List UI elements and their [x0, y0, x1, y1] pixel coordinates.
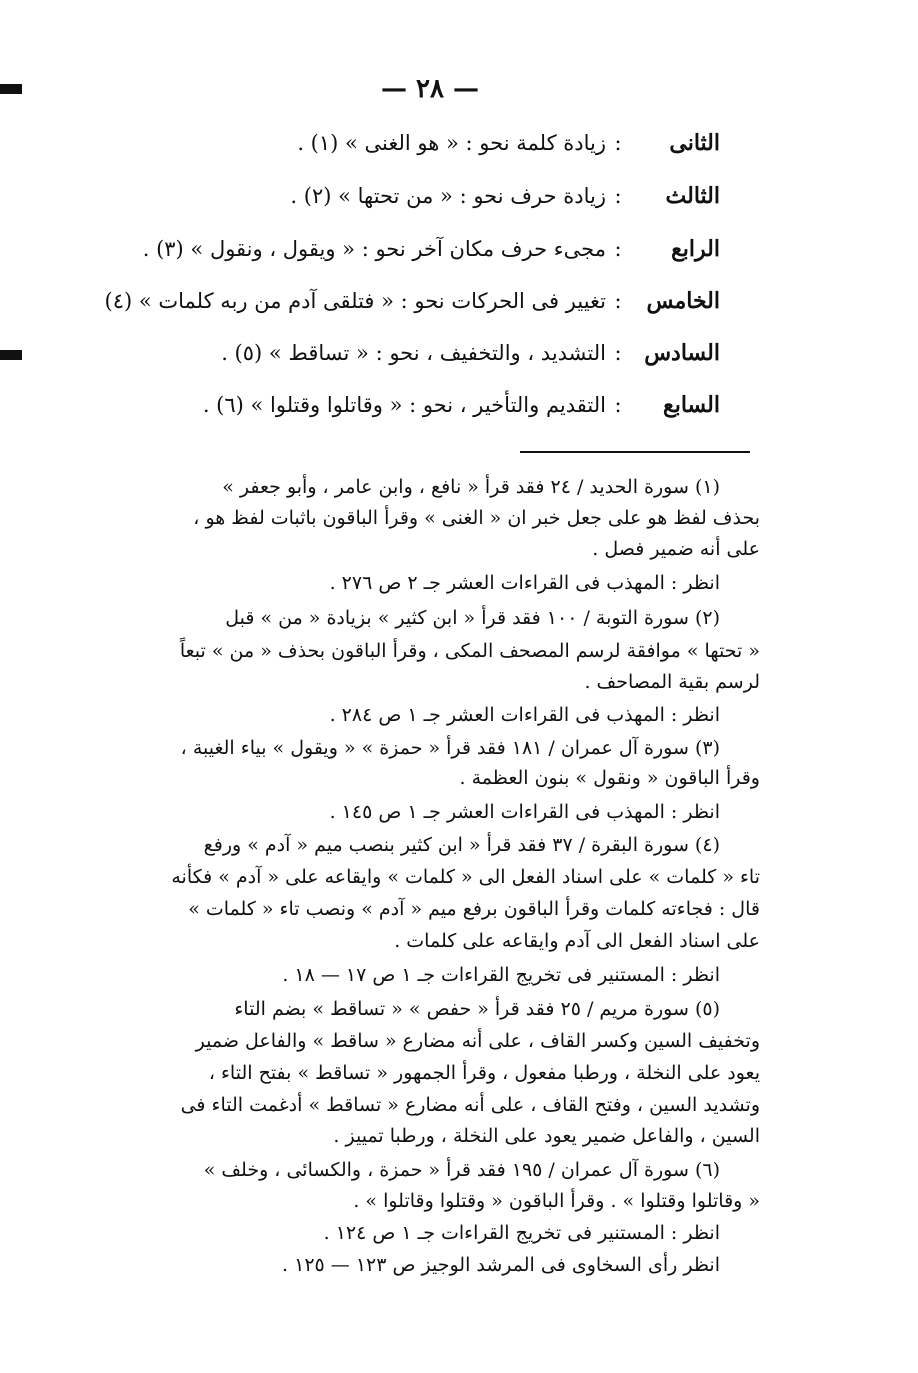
footnote-line: انظر : المستنير فى تخريج القراءات جـ ١ ص ١٧ — ١٨ .: [282, 964, 720, 986]
item-label: الثالث: [665, 183, 720, 209]
item-label: الرابع: [671, 236, 720, 262]
edge-mark: [0, 350, 22, 360]
footnote-line: (٥) سورة مريم / ٢٥ فقد قرأ « حفص » « تساقط » بضم التاء: [234, 998, 720, 1020]
footnote-line: وقرأ الباقون « ونقول » بنون العظمة .: [459, 767, 760, 789]
list-item: الخامس:تغيير فى الحركات نحو : « فتلقى آدم من ربه كلمات » (٤): [104, 288, 720, 314]
footnote-line: (١) سورة الحديد / ٢٤ فقد قرأ « نافع ، وابن عامر ، وأبو جعفر »: [222, 476, 720, 498]
list-item: السادس:التشديد ، والتخفيف ، نحو : « تساقط » (٥) .: [221, 340, 720, 366]
item-text: التشديد ، والتخفيف ، نحو : « تساقط » (٥) .: [221, 341, 606, 365]
footnote-line: « تحتها » موافقة لرسم المصحف المكى ، وقرأ الباقون بحذف « من » تبعاً: [179, 640, 760, 662]
page-number: — ٢٨ —: [380, 74, 480, 104]
footnote-line: انظر : المهذب فى القراءات العشر جـ ٢ ص ٢٧٦ .: [329, 572, 720, 594]
item-label: السابع: [663, 392, 720, 418]
footnote-line: وتشديد السين ، وفتح القاف ، على أنه مضارع « تساقط » أدغمت التاء فى: [180, 1094, 760, 1116]
item-text: زيادة كلمة نحو : « هو الغنى » (١) .: [297, 131, 606, 155]
list-item: الثانى:زيادة كلمة نحو : « هو الغنى » (١) .: [297, 130, 720, 156]
footnote-line: (٢) سورة التوبة / ١٠٠ فقد قرأ « ابن كثير » بزيادة « من » قبل: [225, 607, 720, 629]
footnote-line: (٤) سورة البقرة / ٣٧ فقد قرأ « ابن كثير بنصب ميم « آدم » ورفع: [203, 834, 720, 856]
footnote-line: وتخفيف السين وكسر القاف ، على أنه مضارع « ساقط » والفاعل ضمير: [195, 1030, 760, 1052]
footnote-line: يعود على النخلة ، ورطبا مفعول ، وقرأ الجمهور « تساقط » بفتح التاء ،: [208, 1062, 760, 1084]
list-item: السابع:التقديم والتأخير ، نحو : « وقاتلوا وقتلوا » (٦) .: [202, 392, 720, 418]
footnote-separator: [520, 451, 750, 453]
item-text: تغيير فى الحركات نحو : « فتلقى آدم من ربه كلمات » (٤): [104, 289, 606, 313]
footnote-line: قال : فجاءته كلمات وقرأ الباقون برفع ميم « آدم » ونصب تاء « كلمات »: [188, 898, 760, 920]
item-label: الخامس: [646, 288, 720, 314]
list-item: الثالث:زيادة حرف نحو : « من تحتها » (٢) .: [290, 183, 720, 209]
item-text: مجىء حرف مكان آخر نحو : « ويقول ، ونقول » (٣) .: [142, 237, 606, 261]
footnote-line: « وقاتلوا وقتلوا » . وقرأ الباقون « وقتلوا وقاتلوا » .: [353, 1190, 760, 1212]
footnote-line: (٦) سورة آل عمران / ١٩٥ فقد قرأ « حمزة ، والكسائى ، وخلف »: [203, 1159, 720, 1181]
footnote-line: على أنه ضمير فصل .: [592, 538, 760, 560]
item-label: السادس: [644, 340, 720, 366]
footnote-line: انظر : المهذب فى القراءات العشر جـ ١ ص ٢٨٤ .: [329, 704, 720, 726]
item-text: التقديم والتأخير ، نحو : « وقاتلوا وقتلوا » (٦) .: [202, 393, 606, 417]
footnote-line: تاء « كلمات » على اسناد الفعل الى « كلمات » وايقاعه على « آدم » فكأنه: [171, 866, 760, 888]
footnote-line: (٣) سورة آل عمران / ١٨١ فقد قرأ « حمزة » « ويقول » بياء الغيبة ،: [180, 737, 720, 759]
item-text: زيادة حرف نحو : « من تحتها » (٢) .: [290, 184, 606, 208]
footnote-line: على اسناد الفعل الى آدم وايقاعه على كلمات .: [394, 930, 760, 952]
item-label: الثانى: [669, 130, 720, 156]
footnote-line: لرسم بقية المصاحف .: [584, 671, 760, 693]
footnote-line: بحذف لفظ هو على جعل خبر ان « الغنى » وقرأ الباقون باثبات لفظ هو ،: [193, 507, 760, 529]
edge-mark: [0, 84, 22, 94]
footnote-line: انظر رأى السخاوى فى المرشد الوجيز ص ١٢٣ — ١٢٥ .: [282, 1254, 720, 1276]
footnote-line: انظر : المستنير فى تخريج القراءات جـ ١ ص ١٢٤ .: [323, 1222, 720, 1244]
list-item: الرابع:مجىء حرف مكان آخر نحو : « ويقول ، ونقول » (٣) .: [142, 236, 720, 262]
footnote-line: السين ، والفاعل ضمير يعود على النخلة ، ورطبا تمييز .: [333, 1125, 760, 1147]
footnote-line: انظر : المهذب فى القراءات العشر جـ ١ ص ١٤٥ .: [329, 801, 720, 823]
